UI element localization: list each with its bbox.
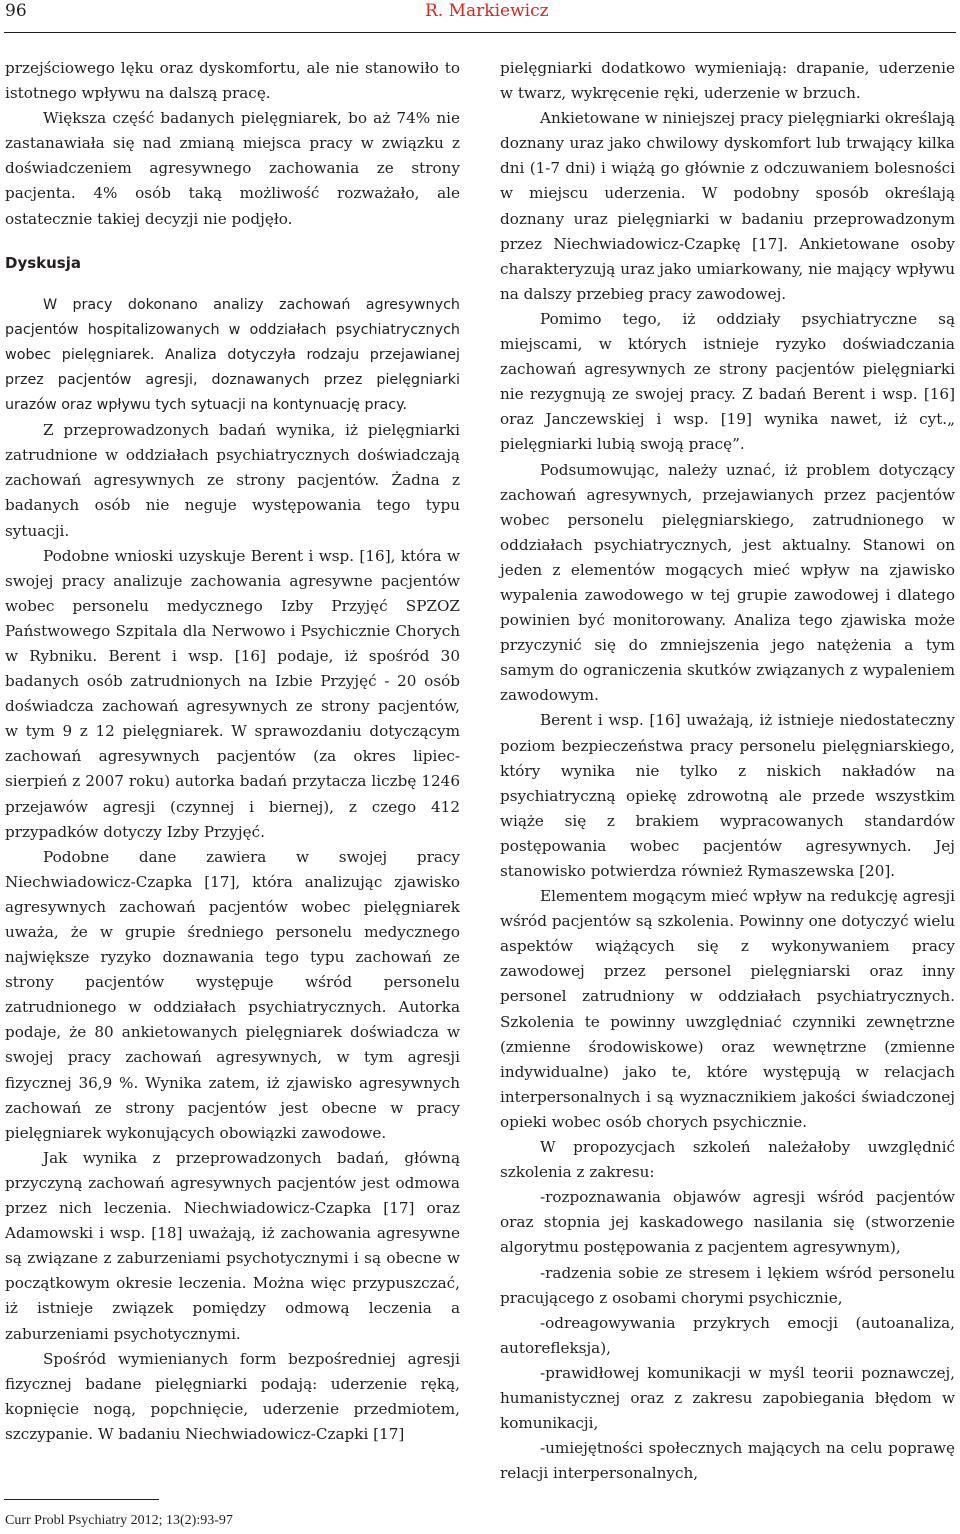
spacer xyxy=(5,276,460,293)
footer-citation: Curr Probl Psychiatry 2012; 13(2):93-97 xyxy=(5,1513,233,1528)
left-column xyxy=(5,56,460,1447)
footer-rule xyxy=(4,1499,159,1500)
paragraph: przejściowego lęku oraz dyskomfortu, ale nie stanowiło to istotnego wpływu na dalszą pracę. xyxy=(5,59,460,103)
paragraph: Elementem mogącym mieć wpływ na redukcję agresji wśród pacjentów są szkolenia. Powinny one dotyczyć wielu aspektów wiążących się z wykonywaniem pracy zawodowej przez personel pielęgniarski oraz inny personel zatrudniony w oddziałach psychiatrycznych. Szkolenia te powinny uwzględniać czynniki zewnętrzne (zmienne środowiskowe) oraz wewnętrzne (zmienne indywidualne) jako te, które występują w relacjach interpersonalnych i są wyznacznikiem jakości świadczonej opieki wobec osób chorych psychicznie. xyxy=(500,887,955,1131)
right-column xyxy=(500,56,955,1486)
paragraph: Berent i wsp. [16] uważają, iż istnieje niedostateczny poziom bezpieczeństwa pracy personelu pielęgniarskiego, który wynika nie tylko z niskich nakładów na psychiatryczną opiekę zdrowotną ale przede wszystkim wiąże się z brakiem wypracowanych standardów postępowania wobec pacjentów agresywnych. Jej stanowisko potwierdza również Rymaszewska [20]. xyxy=(500,711,955,880)
paragraph: Podsumowując, należy uznać, iż problem dotyczący zachowań agresywnych, przejawianych przez pacjentów wobec personelu pielęgniarskiego, zatrudnionego w oddziałach psychiatrycznych, jest aktualny. Stanowi on jeden z elementów mogących mieć wpływ na zjawisko wypalenia zawodowego w tej grupie zawodowej i dlatego powinien być monitorowany. Analiza tego zjawiska może przyczynić się do zmniejszenia jego natężenia a tym samym do ograniczenia skutków związanych z wypaleniem zawodowym. xyxy=(500,460,955,705)
running-head-author: R. Markiewicz xyxy=(425,1,549,21)
list-item: -prawidłowej komunikacji w myśl teorii poznawczej, humanistycznej oraz z zakresu zapobiegania błędom w komunikacji, xyxy=(500,1363,955,1433)
list-item: -odreagowywania przykrych emocji (autoanaliza, autorefleksja), xyxy=(500,1313,955,1357)
paragraph: Większa część badanych pielęgniarek, bo aż 74% nie zastanawiała się nad zmianą miejsca pracy w związku z doświadczeniem agresywnego zachowania ze strony pacjenta. 4% osób taką możliwość rozważało, ale ostatecznie takiej decyzji nie podjęło. xyxy=(5,109,460,228)
header-rule xyxy=(4,32,956,33)
list-item: -umiejętności społecznych mających na celu poprawę relacji interpersonalnych, xyxy=(500,1439,955,1483)
paragraph: Ankietowane w niniejszej pracy pielęgniarki określają doznany uraz jako chwilowy dyskomfort lub trwający kilka dni (1-7 dni) i wiążą go głównie z odczuwaniem bolesności w miejscu uderzenia. W podobny sposób określają doznany uraz pielęgniarki w badaniu przeprowadzonym przez Niechwiadowicz-Czapkę [17]. Ankietowane osoby charakteryzują uraz jako umiarkowany, nie mający wpływu na dalszy przebieg pracy zawodowej. xyxy=(500,109,955,303)
list-item: -rozpoznawania objawów agresji wśród pacjentów oraz stopnia jej kaskadowego nasilania się (stworzenie algorytmu postępowania z pacjentem agresywnym), xyxy=(500,1188,955,1257)
paragraph: Spośród wymienianych form bezpośredniej agresji fizycznej badane pielęgniarki podają: uderzenie ręką, kopnięcie nogą, popchnięcie, uderzenie przedmiotem, szczypanie. W badaniu Niechwiadowicz-Czapki [17] xyxy=(5,1349,460,1443)
list-item: -radzenia sobie ze stresem i lękiem wśród personelu pracującego z osobami chorymi psychicznie, xyxy=(500,1263,955,1307)
paragraph: W pracy dokonano analizy zachowań agresywnych pacjentów hospitalizowanych w oddziałach psychiatrycznych wobec pielęgniarek. Analiza dotyczyła rodzaju przejawianej przez pacjentów agresji, doznawanych przez pielęgniarki urazów oraz wpływu tych sytuacji na kontynuację pracy. xyxy=(5,296,460,414)
paragraph: Podobne wnioski uzyskuje Berent i wsp. [16], która w swojej pracy analizuje zachowania agresywne pacjentów wobec personelu medycznego Izby Przyjęć SPZOZ Państwowego Szpitala dla Nerwowo i Psychicznie Chorych w Rybniku. Berent i wsp. [16] podaje, iż spośród 30 badanych osób zatrudnionych na Izbie Przyjęć - 20 osób doświadcza zachowań agresywnych ze strony pacjentów, w tym 9 z 12 pielęgniarek. W sprawozdaniu dotyczącym zachowań agresywnych pacjentów (za okres lipiec-sierpień z 2007 roku) autorka badań przytacza liczbę 1246 przejawów agresji (czynnej i biernej), z czego 412 przypadków dotyczy Izby Przyjęć. xyxy=(5,546,460,841)
paragraph: pielęgniarki dodatkowo wymieniają: drapanie, uderzenie w twarz, wykręcenie ręki, uderzenie w brzuch. xyxy=(500,59,955,103)
paragraph: Jak wynika z przeprowadzonych badań, główną przyczyną zachowań agresywnych pacjentów jest odmowa przez nich leczenia. Niechwiadowicz-Czapka [17] oraz Adamowski i wsp. [18] uważają, iż zachowania agresywne są związane z zaburzeniami psychotycznymi i są obecne w początkowym okresie leczenia. Można więc przypuszczać, iż istnieje związek pomiędzy odmową leczenia a zaburzeniami psychotycznymi. xyxy=(5,1148,460,1343)
paragraph: Podobne dane zawiera w swojej pracy Niechwiadowicz-Czapka [17], która analizując zjawisko agresywnych zachowań pacjentów wobec pielęgniarek uważa, że w grupie średniego personelu medycznego największe ryzyko doznawania tego typu zachowań ze strony pacjentów występuje wśród personelu zatrudnionego w oddziałach psychiatrycznych. Autorka podaje, że 80 ankietowanych pielęgniarek doświadcza w swojej pracy zachowań agresywnych, w tym agresji fizycznej 36,9 %. Wynika zatem, iż zjawisko agresywnych zachowań ze strony pacjentów jest obecne w pracy pielęgniarek wykonujących obowiązki zawodowe. xyxy=(5,847,460,1142)
paragraph: W propozycjach szkoleń należałoby uwzględnić szkolenia z zakresu: xyxy=(500,1138,955,1182)
paragraph: Z przeprowadzonych badań wynika, iż pielęgniarki zatrudnione w oddziałach psychiatrycznych doświadczają zachowań agresywnych ze strony pacjentów. Żadna z badanych osób nie neguje występowania tego typu sytuacji. xyxy=(5,421,460,540)
page-number: 96 xyxy=(5,1,27,21)
paragraph: Pomimo tego, iż oddziały psychiatryczne są miejscami, w których istnieje ryzyko doświadczania zachowań agresywnych ze strony pacjentów pielęgniarki nie rezygnują ze swojej pracy. Z badań Berent i wsp. [16] oraz Janczewskiej i wsp. [19] wynika nawet, iż cyt.„ pielęgniarki lubią swoją pracę”. xyxy=(500,309,955,454)
section-heading: Dyskusja xyxy=(5,253,82,272)
